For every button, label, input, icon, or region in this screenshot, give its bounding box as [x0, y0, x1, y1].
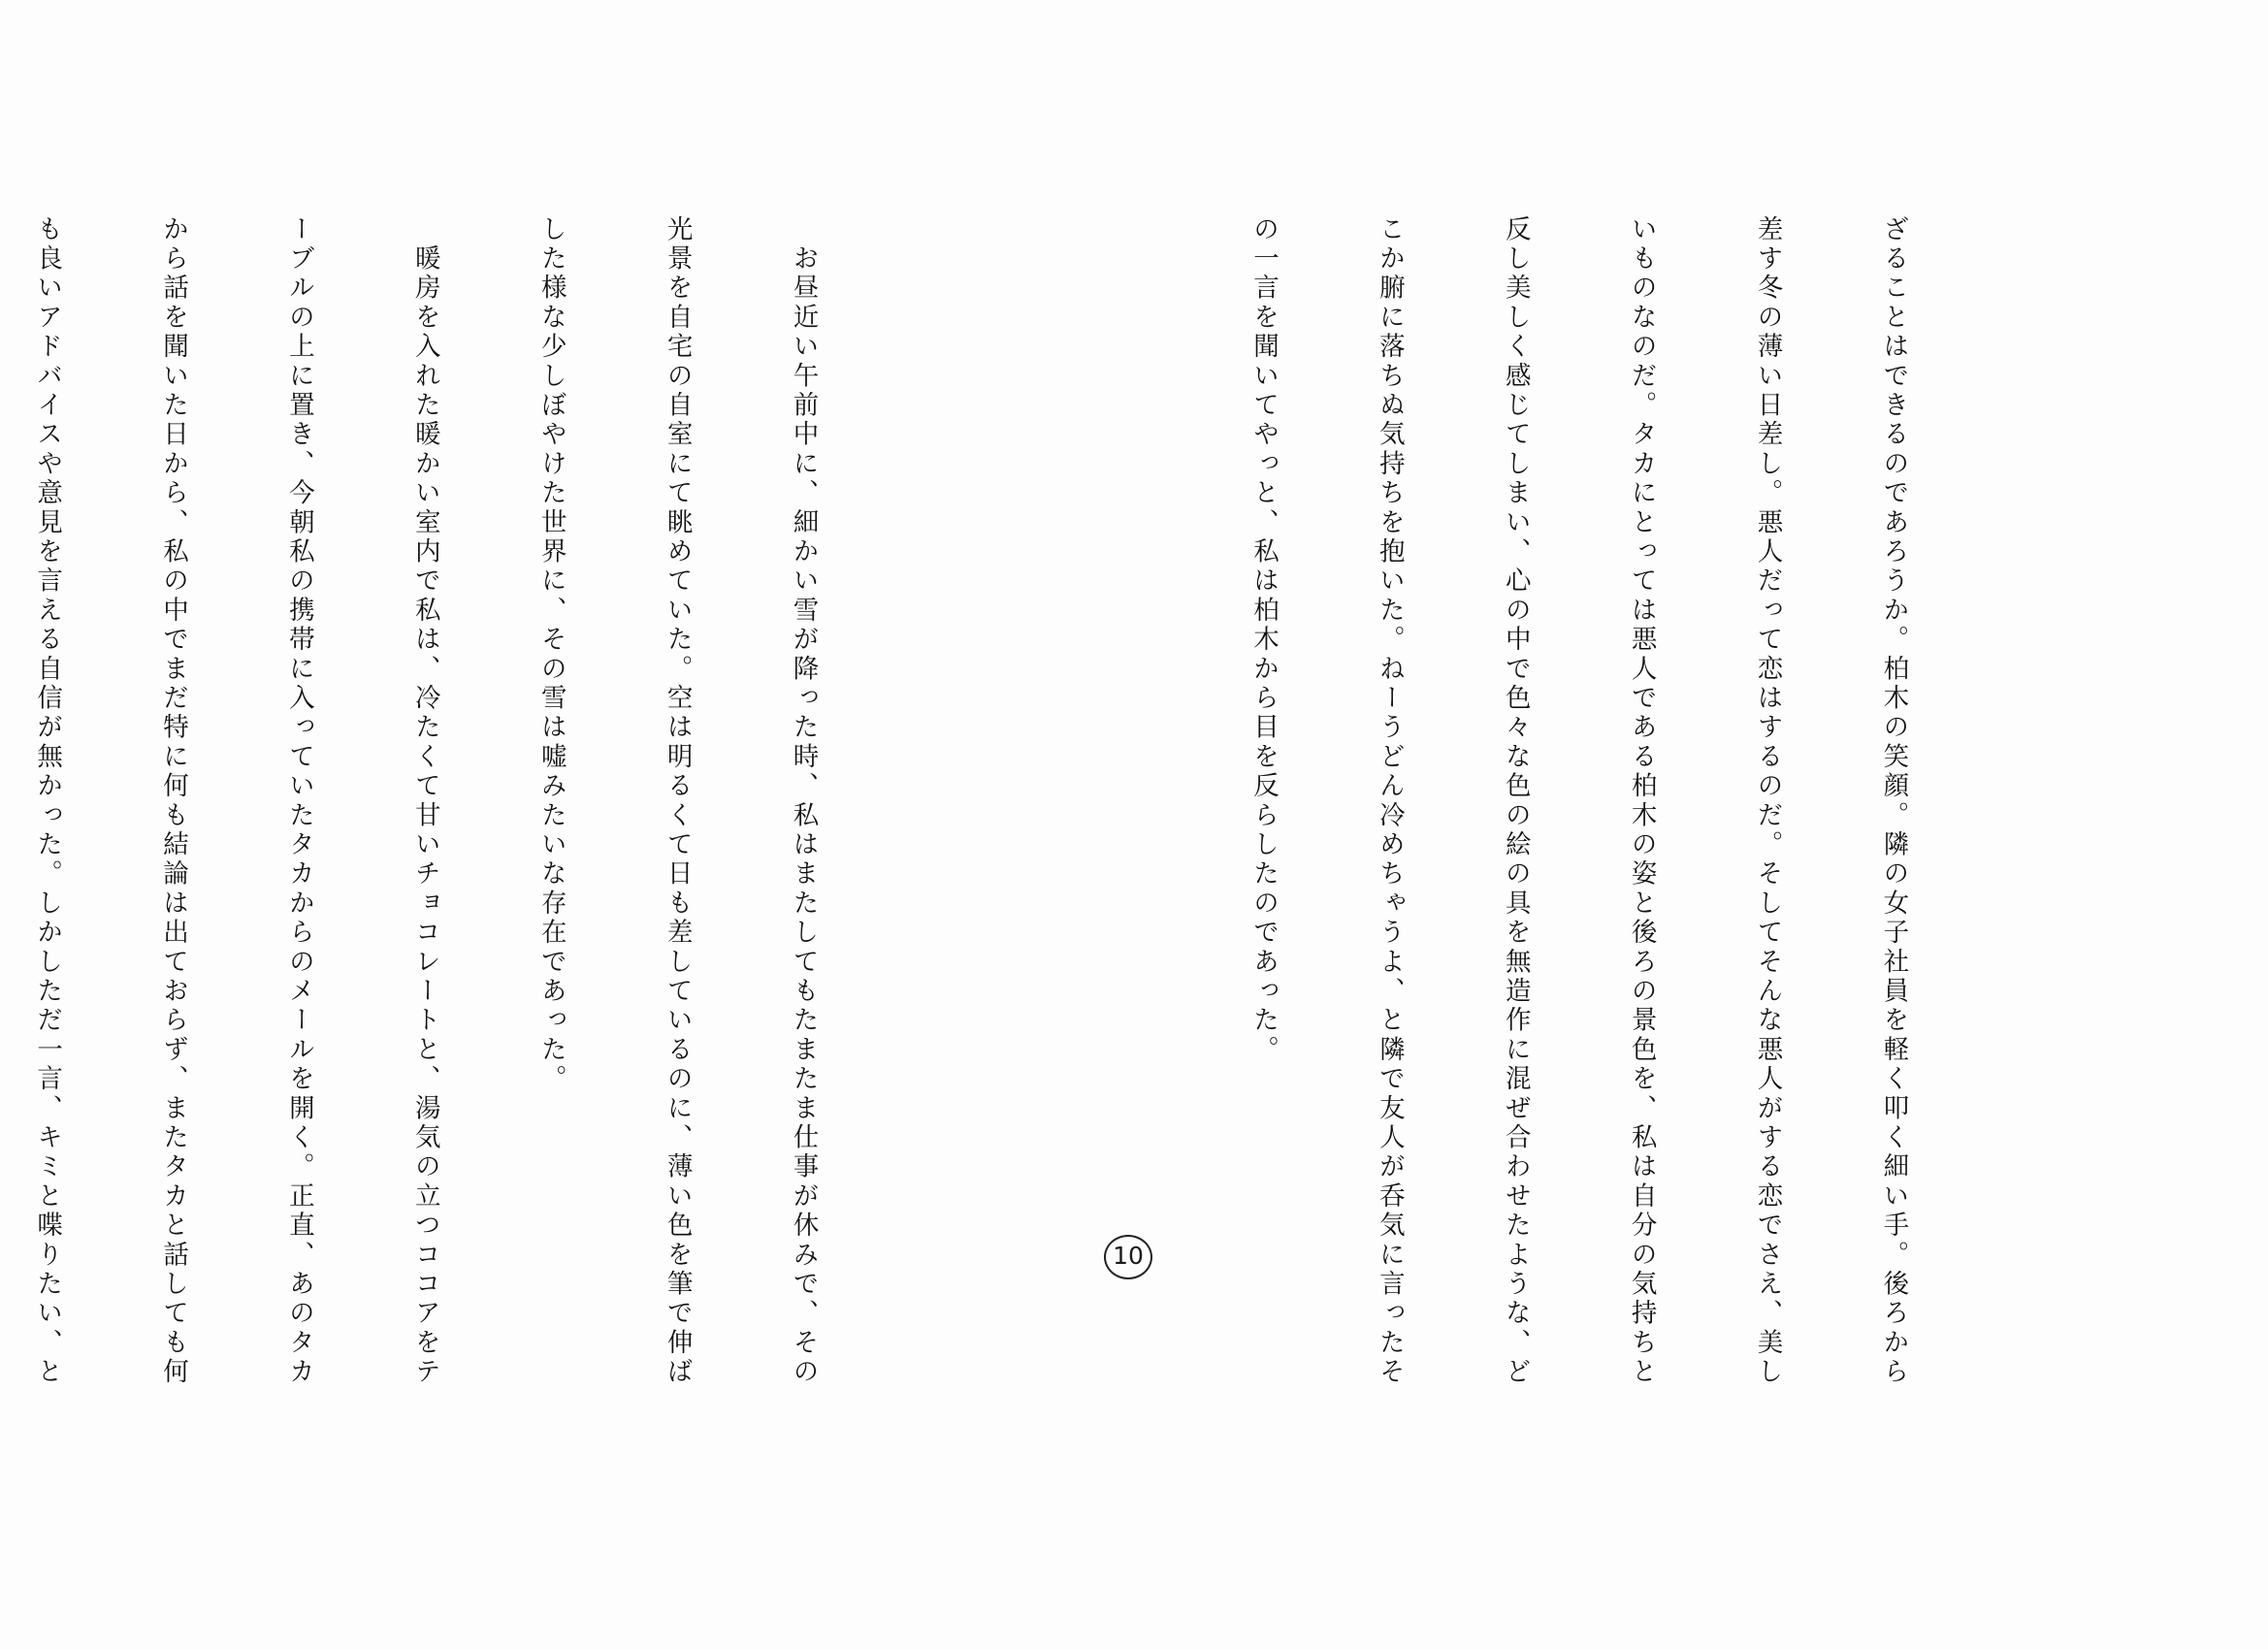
text-column: 反し美しく感じてしまい、心の中で色々な色の絵の具を無造作に混ぜ合わせたような、ど	[1500, 215, 1531, 1387]
text-column: 光景を自宅の自室にて眺めていた。空は明るくて日も差しているのに、薄い色を筆で伸ば	[662, 215, 693, 1387]
text-column: 暖房を入れた暖かい室内で私は、冷たくて甘いチョコレートと、湯気の立つココアをテ	[409, 215, 440, 1387]
text-column: した様な少しぼやけた世界に、その雪は嘘みたいな存在であった。	[535, 215, 567, 1094]
page-number: 10	[1104, 1235, 1152, 1279]
text-column: お昼近い午前中に、細かい雪が降った時、私はまたしてもたまたま仕事が休みで、その	[788, 215, 819, 1387]
text-column: いものなのだ。タカにとっては悪人である柏木の姿と後ろの景色を、私は自分の気持ちと	[1626, 215, 1657, 1388]
text-column: 差す冬の薄い日差し。悪人だって恋はするのだ。そしてそんな悪人がする恋でさえ、美し	[1752, 215, 1783, 1387]
text-column: の一言を聞いてやっと、私は柏木から目を反らしたのであった。	[1247, 215, 1279, 1065]
text-column: から話を聞いた日から、私の中でまだ特に何も結論は出ておらず、またタカと話しても何	[158, 215, 189, 1387]
text-column: ーブルの上に置き、今朝私の携帯に入っていたタカからのメールを開く。正直、あのタカ	[283, 215, 314, 1387]
text-column: こか腑に落ちぬ気持ちを抱いた。ねーうどん冷めちゃうよ、と隣で友人が呑気に言ったそ	[1374, 215, 1405, 1387]
vertical-text-body	[0, 215, 1998, 1428]
text-column: も良いアドバイスや意見を言える自信が無かった。しかしただ一言、キミと喋りたい、と	[32, 215, 63, 1387]
text-column: ざることはできるのであろうか。柏木の笑顔。隣の女子社員を軽く叩く細い手。後ろから	[1878, 215, 1909, 1387]
